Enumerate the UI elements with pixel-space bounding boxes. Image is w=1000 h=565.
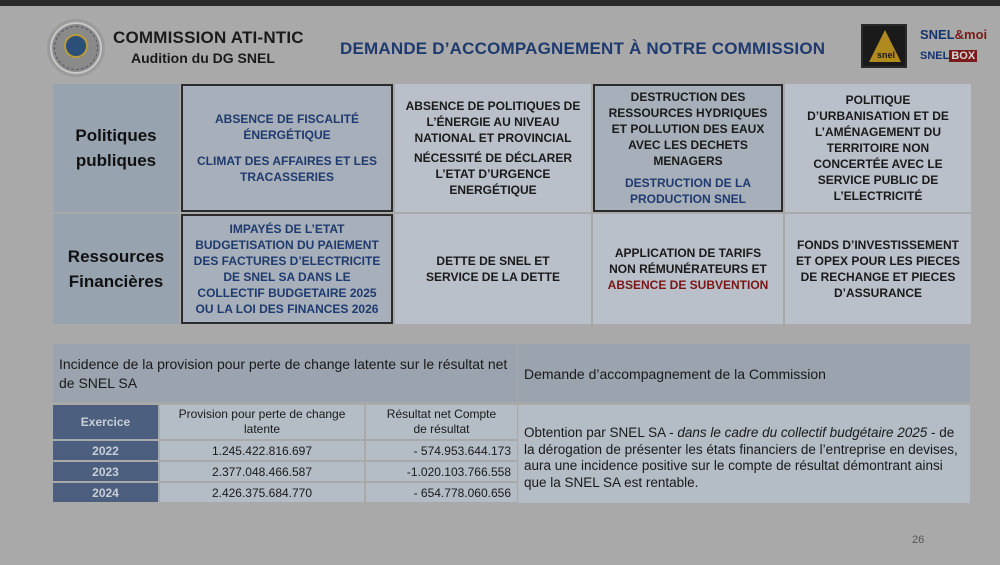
commission-title: COMMISSION ATI-NTIC (113, 28, 304, 47)
row-label-ressources (53, 214, 179, 324)
table-header-exercice: Exercice (53, 405, 158, 439)
snel-box-logo-b: BOX (951, 50, 976, 62)
commission-subtitle: Audition du DG SNEL (131, 50, 275, 66)
cell-urbanisation (785, 84, 971, 212)
row-year: 2024 (53, 483, 158, 502)
row-resultat: - 654.778.060.656 (366, 483, 517, 502)
snel-logo (861, 24, 907, 68)
cell-tarifs-text: APPLICATION DE TARIFS NON RÉMUNÉRATEURS ET (609, 246, 767, 276)
table-row (53, 462, 517, 481)
cell-impayes (181, 214, 393, 324)
cell-fonds (785, 214, 971, 324)
snel-logo-text: snel (877, 50, 896, 60)
cell-dette-text: DETTE DE SNEL ET SERVICE DE LA DETTE (425, 254, 561, 284)
cell-impayes-text: IMPAYÉS DE L’ETAT BUDGETISATION DU PAIEMENT DES FACTURES D’ELECTRICITE DE SNEL SA DANS LE COLLECTIF BUDGETAIRE 2025 OU LA LOI DES FINANCES 2026 (193, 222, 381, 316)
table-header-provision: Provision pour perte de change latente (160, 405, 364, 439)
demande-body-part-a: Obtention par SNEL SA - (524, 425, 678, 440)
demande-body-italic: dans le cadre du collectif budgétaire 2025 (677, 425, 928, 440)
row-resultat: -1.020.103.766.558 (366, 462, 517, 481)
demande-body-part-b: - de la dérogation de présenter les états financiers de l’entreprise en devises, aura une incidence positive sur le compte de résultat démontrant ainsi que la SNEL SA est rentable. (524, 425, 958, 490)
seal-emblem (64, 34, 88, 58)
row-label-ressources-text: Ressources Financières (67, 247, 165, 291)
row-provision: 2.377.048.466.587 (160, 462, 364, 481)
cell-politiques-energie (395, 84, 591, 212)
cell-tarifs (593, 214, 783, 324)
row-year: 2023 (53, 462, 158, 481)
parliament-seal-logo (47, 19, 105, 77)
cell-dette (395, 214, 591, 324)
cell-politiques-energie-text: ABSENCE DE POLITIQUES DE L’ÉNERGIE AU NIVEAU NATIONAL ET PROVINCIAL (405, 99, 581, 145)
snel-box-logo-a: SNEL (920, 50, 950, 62)
page-number: 26 (912, 534, 925, 546)
demande-heading: Demande d’accompagnement de la Commission (518, 344, 970, 402)
page-title: DEMANDE D’ACCOMPAGNEMENT À NOTRE COMMISSION (340, 39, 826, 58)
row-label-politiques-text: Politiques publiques (75, 126, 157, 170)
slide (0, 6, 1000, 565)
row-provision: 1.245.422.816.697 (160, 441, 364, 460)
cell-fonds-text: FONDS D’INVESTISSEMENT ET OPEX POUR LES PIECES DE RECHANGE ET PIECES D’ASSURANCE (795, 238, 961, 300)
snel-moi-logo-b: &moi (954, 27, 988, 42)
row-resultat: - 574.953.644.173 (366, 441, 517, 460)
cell-subvention-text: ABSENCE DE SUBVENTION (607, 278, 769, 292)
cell-urbanisation-text: POLITIQUE D’URBANISATION ET DE L’AMÉNAGEMENT DU TERRITOIRE NON CONCERTÉE AVEC LE SERVICE PUBLIC DE L’ELECTRICITÉ (807, 93, 949, 203)
row-provision: 2.426.375.684.770 (160, 483, 364, 502)
snel-moi-logo (920, 27, 987, 42)
snel-moi-logo-a: SNEL (920, 27, 955, 42)
row-year: 2022 (53, 441, 158, 460)
table-header-resultat: Résultat net Compte de résultat (366, 405, 517, 439)
table-row (53, 441, 517, 460)
cell-climat-text: CLIMAT DES AFFAIRES ET LES TRACASSERIES (197, 154, 378, 184)
snel-box-logo (920, 50, 977, 62)
table-row (53, 483, 517, 502)
demande-body (518, 405, 970, 503)
cell-fiscalite-text: ABSENCE DE FISCALITÉ ÉNERGÉTIQUE (214, 112, 359, 142)
issues-matrix (53, 84, 971, 324)
cell-destruction (593, 84, 783, 212)
incidence-heading: Incidence de la provision pour perte de change latente sur le résultat net de SNEL SA (53, 344, 517, 402)
row-label-politiques (53, 84, 179, 212)
cell-production-text: DESTRUCTION DE LA PRODUCTION SNEL (625, 176, 751, 206)
cell-fiscalite (181, 84, 393, 212)
cell-urgence-text: NÉCESSITÉ DE DÉCLARER L’ETAT D’URGENCE ENERGÉTIQUE (413, 151, 573, 197)
cell-destruction-text: DESTRUCTION DES RESSOURCES HYDRIQUES ET POLLUTION DES EAUX AVEC LES DECHETS MENAGERS (608, 90, 768, 168)
